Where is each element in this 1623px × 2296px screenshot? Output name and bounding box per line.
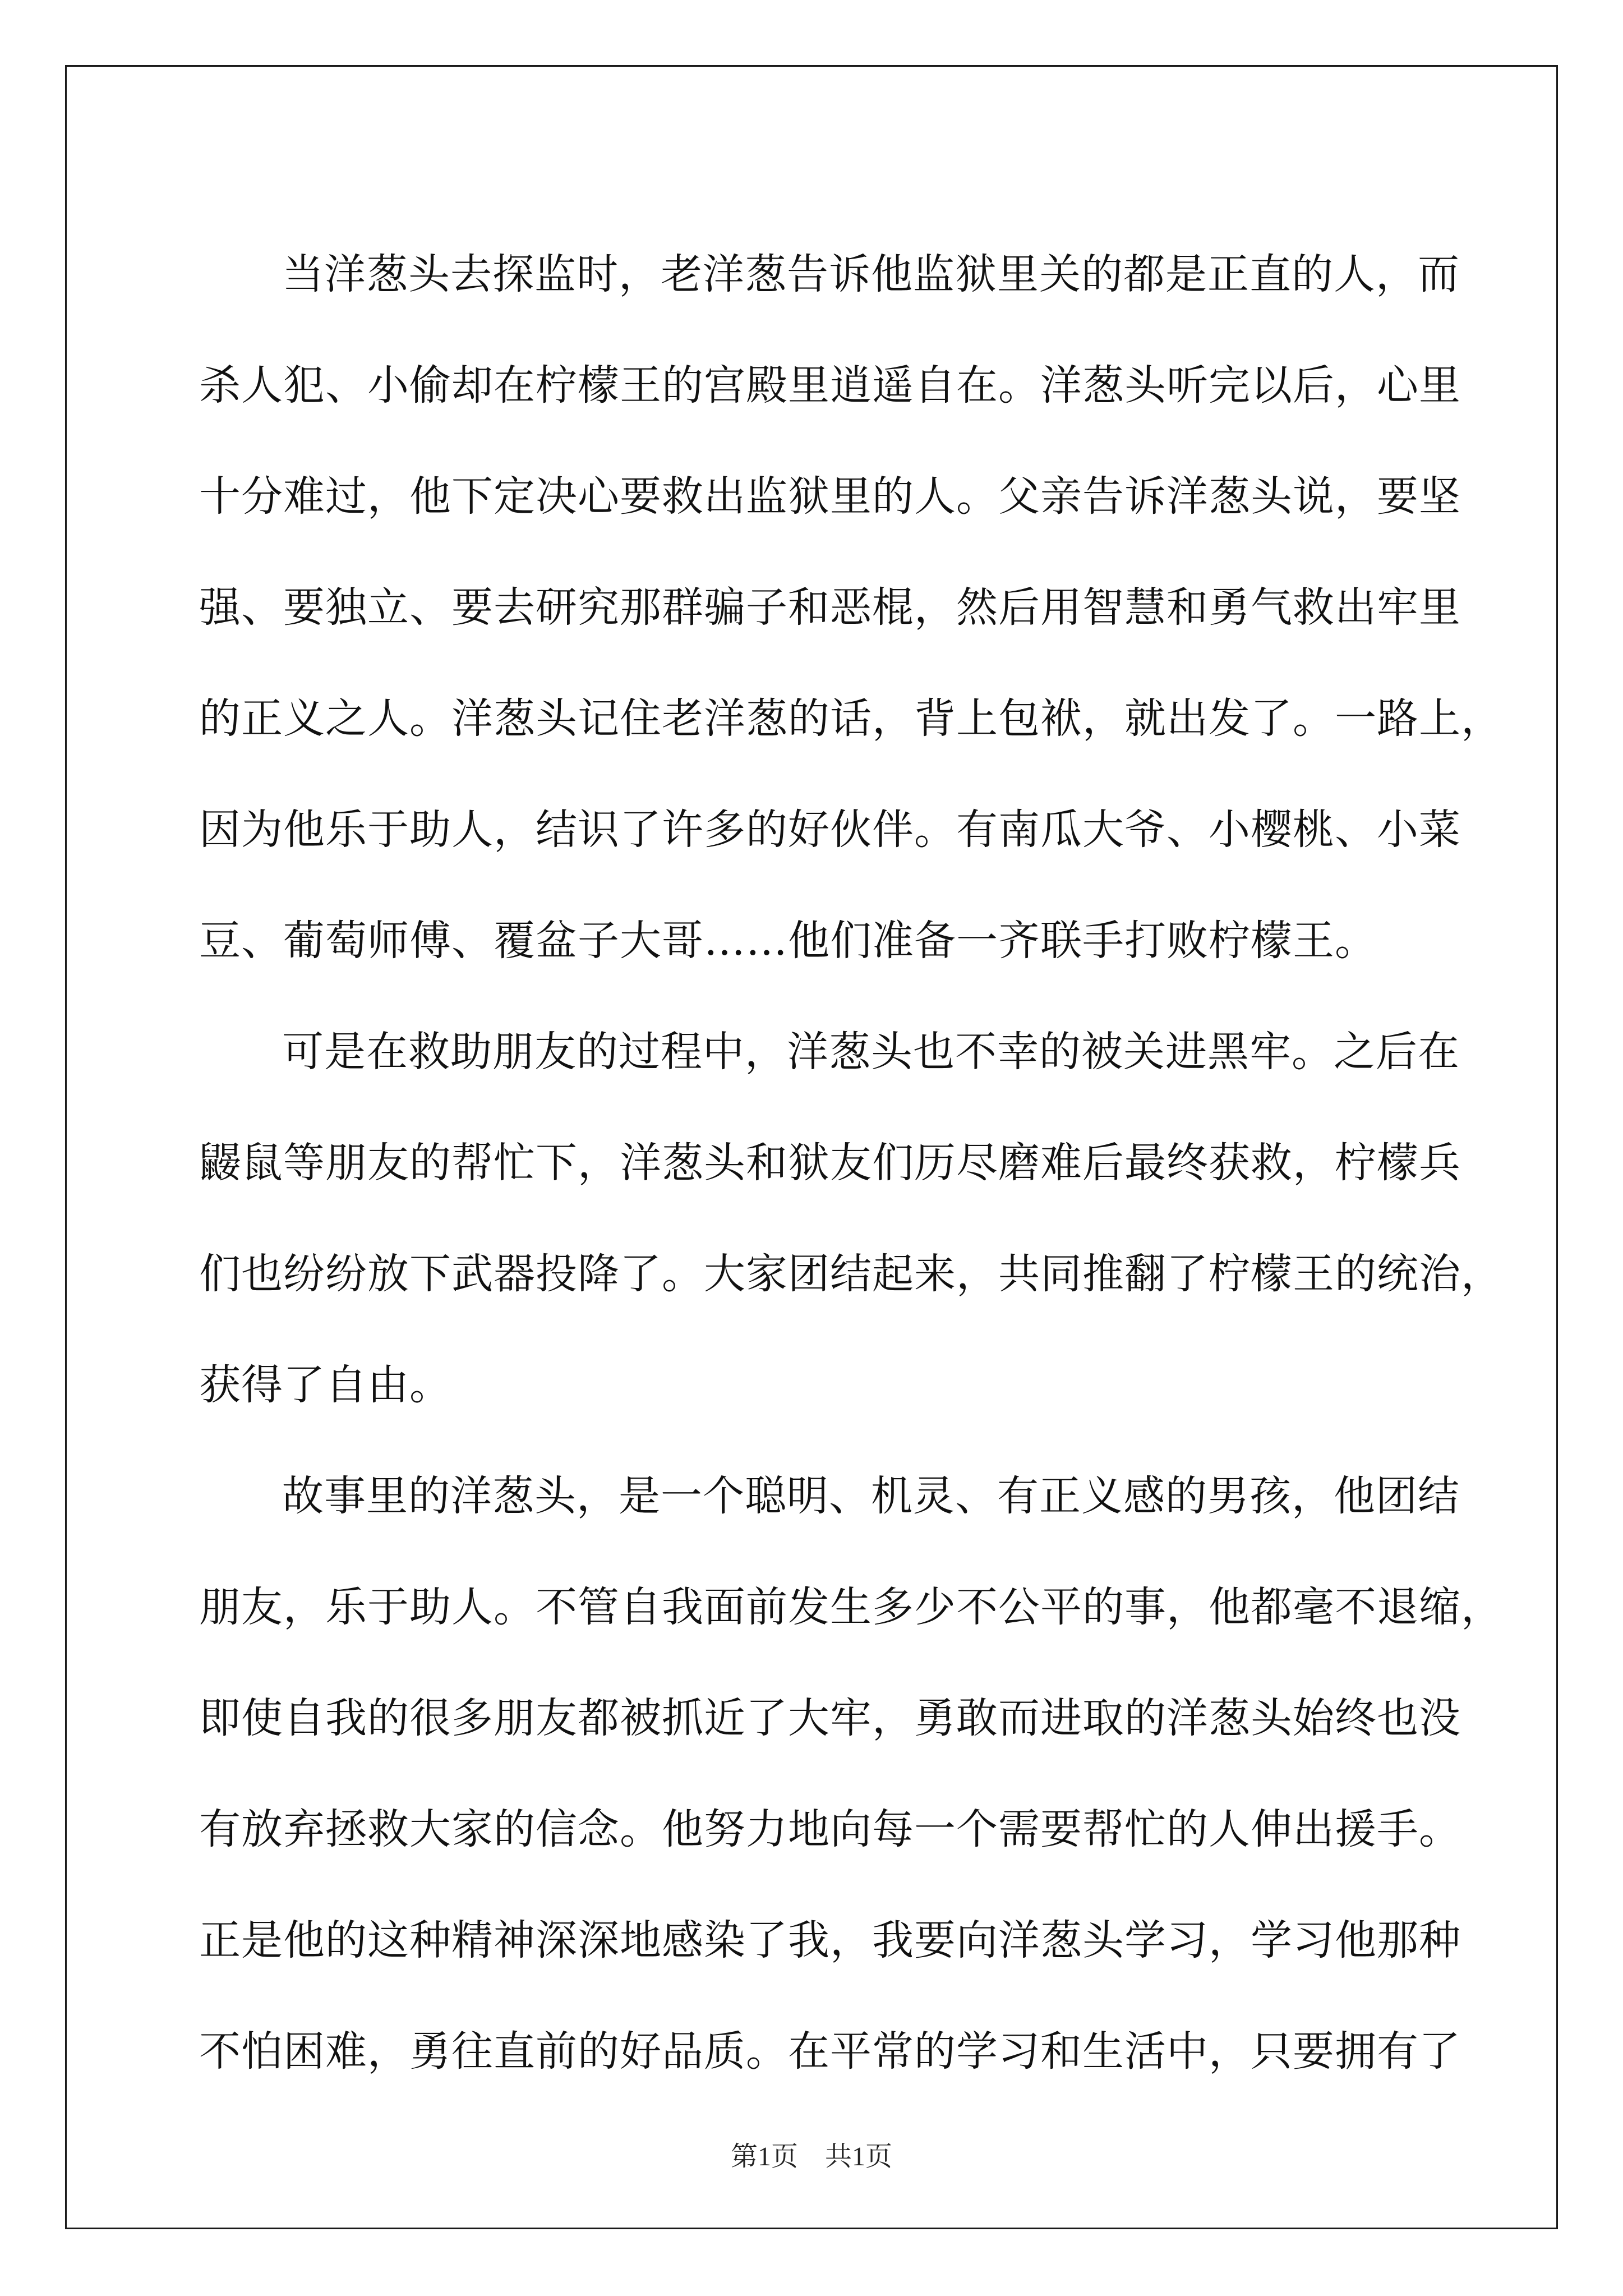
paragraph-2-line-4: 获得了自由。 — [199, 1361, 451, 1409]
paragraph-3-line-3: 即使自我的很多朋友都被抓近了大牢，勇敢而进取的洋葱头始终也没 — [199, 1694, 1461, 1742]
paragraph-2-line-2: 鼹鼠等朋友的帮忙下，洋葱头和狱友们历尽磨难后最终获救，柠檬兵 — [199, 1139, 1461, 1187]
page-footer: 第1页 共1页 — [730, 2142, 892, 2171]
paragraph-1-line-1: 当洋葱头去探监时，老洋葱告诉他监狱里关的都是正直的人，而 — [282, 250, 1460, 298]
paragraph-1-line-2: 杀人犯、小偷却在柠檬王的宫殿里逍遥自在。洋葱头听完以后，心里 — [199, 361, 1461, 409]
paragraph-1-line-7: 豆、葡萄师傅、覆盆子大哥……他们准备一齐联手打败柠檬王。 — [199, 917, 1377, 965]
paragraph-1-line-4: 强、要独立、要去研究那群骗子和恶棍，然后用智慧和勇气救出牢里 — [199, 583, 1461, 632]
paragraph-3-line-1: 故事里的洋葱头，是一个聪明、机灵、有正义感的男孩，他团结 — [282, 1472, 1460, 1520]
paragraph-2-line-3: 们也纷纷放下武器投降了。大家团结起来，共同推翻了柠檬王的统治， — [199, 1250, 1503, 1298]
paragraph-1-line-6: 因为他乐于助人，结识了许多的好伙伴。有南瓜大爷、小樱桃、小菜 — [199, 806, 1461, 854]
document-body — [199, 219, 1503, 2076]
paragraph-3-line-4: 有放弃拯救大家的信念。他努力地向每一个需要帮忙的人伸出援手。 — [199, 1805, 1461, 1853]
paragraph-3-line-2: 朋友，乐于助人。不管自我面前发生多少不公平的事，他都毫不退缩， — [199, 1583, 1503, 1631]
paragraph-2-line-1: 可是在救助朋友的过程中，洋葱头也不幸的被关进黑牢。之后在 — [282, 1028, 1460, 1076]
paragraph-1-line-3: 十分难过，他下定决心要救出监狱里的人。父亲告诉洋葱头说，要坚 — [199, 472, 1461, 521]
paragraph-1-line-5: 的正义之人。洋葱头记住老洋葱的话，背上包袱，就出发了。一路上， — [199, 694, 1503, 743]
paragraph-3-line-6: 不怕困难，勇往直前的好品质。在平常的学习和生活中，只要拥有了 — [199, 2027, 1461, 2076]
paragraph-3-line-5: 正是他的这种精神深深地感染了我，我要向洋葱头学习，学习他那种 — [199, 1916, 1461, 1964]
